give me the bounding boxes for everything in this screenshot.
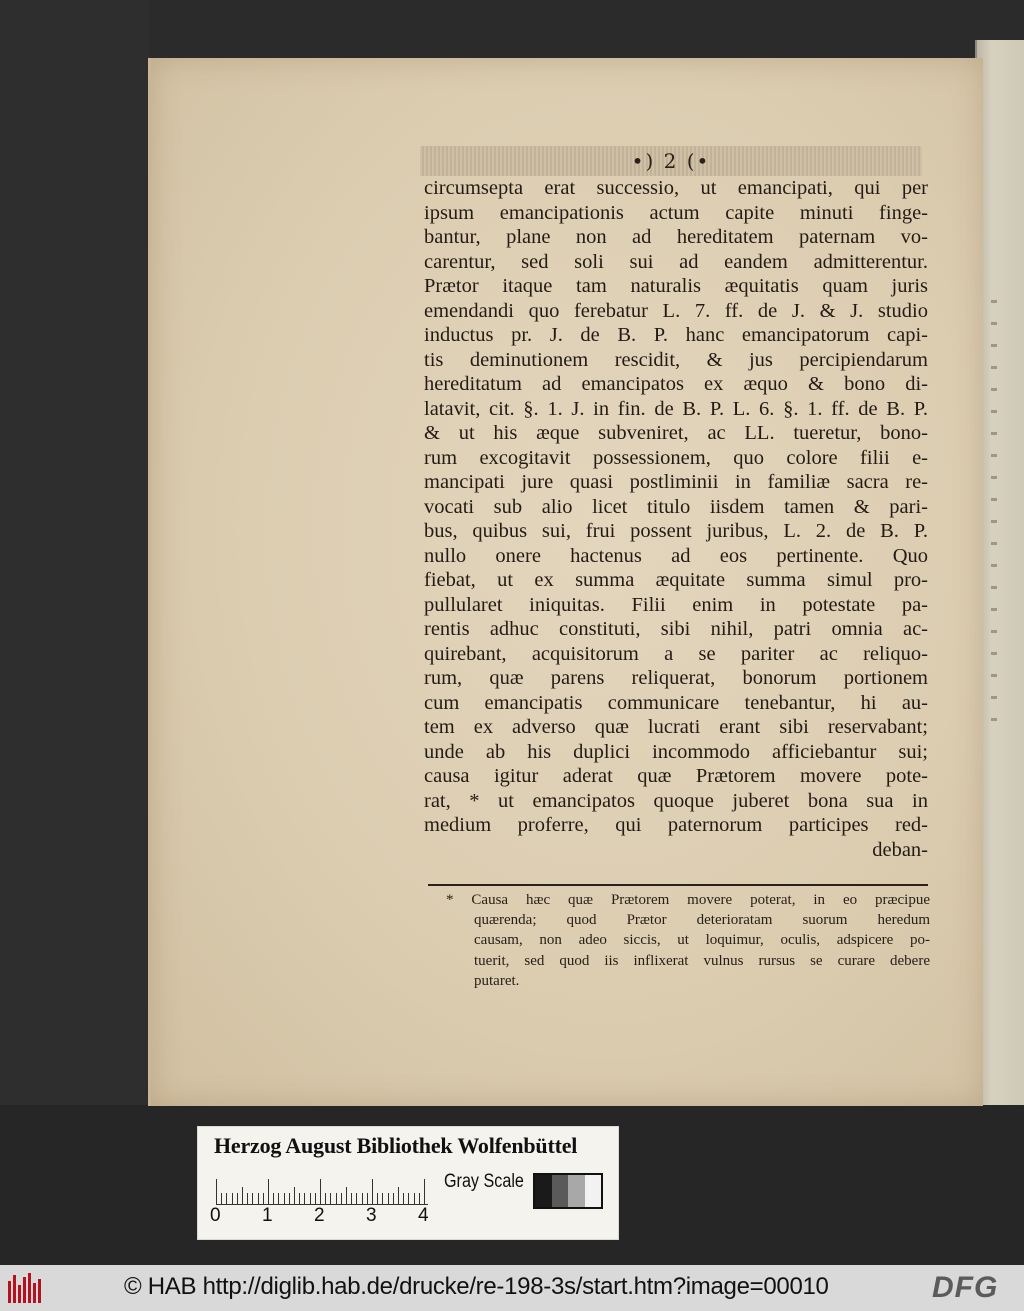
text-line: fiebat, ut ex summa æquitate summa simul pro- bbox=[424, 569, 928, 591]
text-line: causa igitur aderat quæ Prætorem movere pote- bbox=[424, 765, 928, 787]
text-line: rat, * ut emancipatos quoque juberet bona sua in bbox=[424, 789, 928, 812]
ruler-number: 0 bbox=[210, 1205, 221, 1226]
page-number-header: •) 2 (• bbox=[631, 149, 711, 173]
text-line: rum excogitavit possessionem, quo colore filii e- bbox=[424, 446, 928, 469]
ruler-tick bbox=[325, 1193, 326, 1205]
ruler-tick bbox=[242, 1187, 243, 1205]
text-line: vocati sub alio licet titulo iisdem tamen & pari- bbox=[424, 495, 928, 518]
footnote-line: causam, non adeo siccis, ut loquimur, oculis, adspicere po- bbox=[474, 932, 930, 949]
footnote-line: tuerit, sed quod iis inflixerat vulnus rursus se curare debere bbox=[474, 952, 930, 969]
gray-scale-label: Gray Scale bbox=[444, 1171, 524, 1192]
text-line: rentis adhuc constituti, sibi nihil, patri omnia ac- bbox=[424, 618, 928, 640]
ruler-tick bbox=[356, 1193, 357, 1205]
gray-swatch bbox=[585, 1175, 602, 1207]
color-scale-card bbox=[197, 1126, 619, 1240]
ruler-tick bbox=[424, 1179, 425, 1205]
ruler-tick bbox=[221, 1193, 222, 1205]
text-line: inductus pr. J. de B. P. hanc emancipatorum capi- bbox=[424, 324, 928, 346]
ruler-tick bbox=[403, 1193, 404, 1205]
ruler-tick bbox=[237, 1193, 238, 1205]
text-line: carentur, sed soli sui ad eandem admitterentur. bbox=[424, 250, 928, 273]
gray-swatch bbox=[535, 1175, 552, 1207]
text-line: medium proferre, qui paternorum participes red- bbox=[424, 814, 928, 836]
ruler-tick bbox=[278, 1193, 279, 1205]
ruler-number: 1 bbox=[262, 1205, 273, 1226]
text-line: hereditatum ad emancipatos ex æquo & bono di- bbox=[424, 373, 928, 395]
ruler-tick bbox=[258, 1193, 259, 1205]
ruler-number: 4 bbox=[418, 1205, 429, 1226]
ruler-tick bbox=[273, 1193, 274, 1205]
ruler-tick bbox=[330, 1193, 331, 1205]
gray-swatch bbox=[552, 1175, 569, 1207]
ruler-tick bbox=[346, 1187, 347, 1205]
text-line: circumsepta erat successio, ut emancipati, qui per bbox=[424, 177, 928, 199]
text-line: Prætor itaque tam naturalis æquitatis quam juris bbox=[424, 275, 928, 297]
ruler-tick bbox=[367, 1193, 368, 1205]
ruler-tick bbox=[252, 1193, 253, 1205]
footnote-rule bbox=[428, 884, 928, 886]
footnote-text bbox=[446, 890, 930, 991]
text-line: & ut his æque subveniret, ac LL. tueretur, bono- bbox=[424, 422, 928, 444]
text-line: emendandi quo ferebatur L. 7. ff. de J. & J. studio bbox=[424, 299, 928, 322]
ruler-tick bbox=[382, 1193, 383, 1205]
ruler-tick bbox=[232, 1193, 233, 1205]
ruler-number: 3 bbox=[366, 1205, 377, 1226]
ruler-tick bbox=[320, 1179, 321, 1205]
ruler-tick bbox=[284, 1193, 285, 1205]
gray-scale-swatches bbox=[533, 1173, 603, 1209]
ruler-tick bbox=[414, 1193, 415, 1205]
ruler-tick bbox=[398, 1187, 399, 1205]
ruler-tick bbox=[341, 1193, 342, 1205]
ruler-tick bbox=[268, 1179, 269, 1205]
text-line: unde ab his duplici incommodo afficiebantur sui; bbox=[424, 740, 928, 763]
text-line: cum emancipatis communicare tenebantur, hi au- bbox=[424, 691, 928, 714]
ruler-tick bbox=[336, 1193, 337, 1205]
footnote-line: * Causa hæc quæ Prætorem movere poterat, in eo præcipue bbox=[446, 892, 930, 908]
ruler-tick bbox=[351, 1193, 352, 1205]
ruler-tick bbox=[408, 1193, 409, 1205]
ruler-tick bbox=[289, 1193, 290, 1205]
dfg-logo: DFG bbox=[932, 1271, 999, 1304]
text-line: pullularet iniquitas. Filii enim in potestate pa- bbox=[424, 593, 928, 616]
scan-backdrop bbox=[0, 0, 150, 1265]
ruler-tick bbox=[247, 1193, 248, 1205]
gray-swatch bbox=[568, 1175, 585, 1207]
text-line: nullo onere hactenus ad eos pertinente. Quo bbox=[424, 544, 928, 567]
text-line: latavit, cit. §. 1. J. in fin. de B. P. L. 6. §. 1. ff. de B. P. bbox=[424, 397, 928, 420]
text-line: tis deminutionem rescidit, & jus percipiendarum bbox=[424, 348, 928, 371]
hab-logo-icon bbox=[8, 1273, 46, 1303]
ruler-tick bbox=[393, 1193, 394, 1205]
text-line: rum, quæ parens reliquerat, bonorum portionem bbox=[424, 667, 928, 689]
ruler-tick bbox=[362, 1193, 363, 1205]
ruler-tick bbox=[388, 1193, 389, 1205]
footer-bar bbox=[0, 1265, 1024, 1311]
library-name: Herzog August Bibliothek Wolfenbüttel bbox=[214, 1133, 578, 1158]
footer-credit-link[interactable]: © HAB http://diglib.hab.de/drucke/re-198-3s/start.htm?image=00010 bbox=[124, 1273, 829, 1300]
ruler-tick bbox=[419, 1193, 420, 1205]
text-line: mancipati jure quasi postliminii in familiæ sacra re- bbox=[424, 471, 928, 493]
ruler-tick bbox=[372, 1179, 373, 1205]
text-line: quirebant, acquisitorum a se pariter ac reliquo- bbox=[424, 642, 928, 665]
ruler-tick bbox=[304, 1193, 305, 1205]
text-line: bantur, plane non ad hereditatem paternam vo- bbox=[424, 226, 928, 248]
ruler-tick bbox=[216, 1179, 217, 1205]
text-line: deban- bbox=[872, 838, 928, 861]
ruler-number: 2 bbox=[314, 1205, 325, 1226]
text-line: ipsum emancipationis actum capite minuti finge- bbox=[424, 201, 928, 224]
ruler-tick bbox=[294, 1187, 295, 1205]
ruler-tick bbox=[263, 1193, 264, 1205]
ruler-tick bbox=[226, 1193, 227, 1205]
ruler-scale bbox=[216, 1173, 428, 1205]
body-text bbox=[424, 176, 928, 862]
ruler-tick bbox=[315, 1193, 316, 1205]
ruler-tick bbox=[377, 1193, 378, 1205]
text-line: bus, quibus sui, frui possent juribus, L. 2. de B. P. bbox=[424, 520, 928, 542]
text-line: tem ex adverso quæ lucrati erant sibi reservabant; bbox=[424, 716, 928, 738]
ruler-tick bbox=[310, 1193, 311, 1205]
footnote-line: putaret. bbox=[474, 972, 520, 989]
footnote-line: quærenda; quod Prætor deterioratam suorum heredum bbox=[474, 912, 930, 929]
ruler-tick bbox=[299, 1193, 300, 1205]
